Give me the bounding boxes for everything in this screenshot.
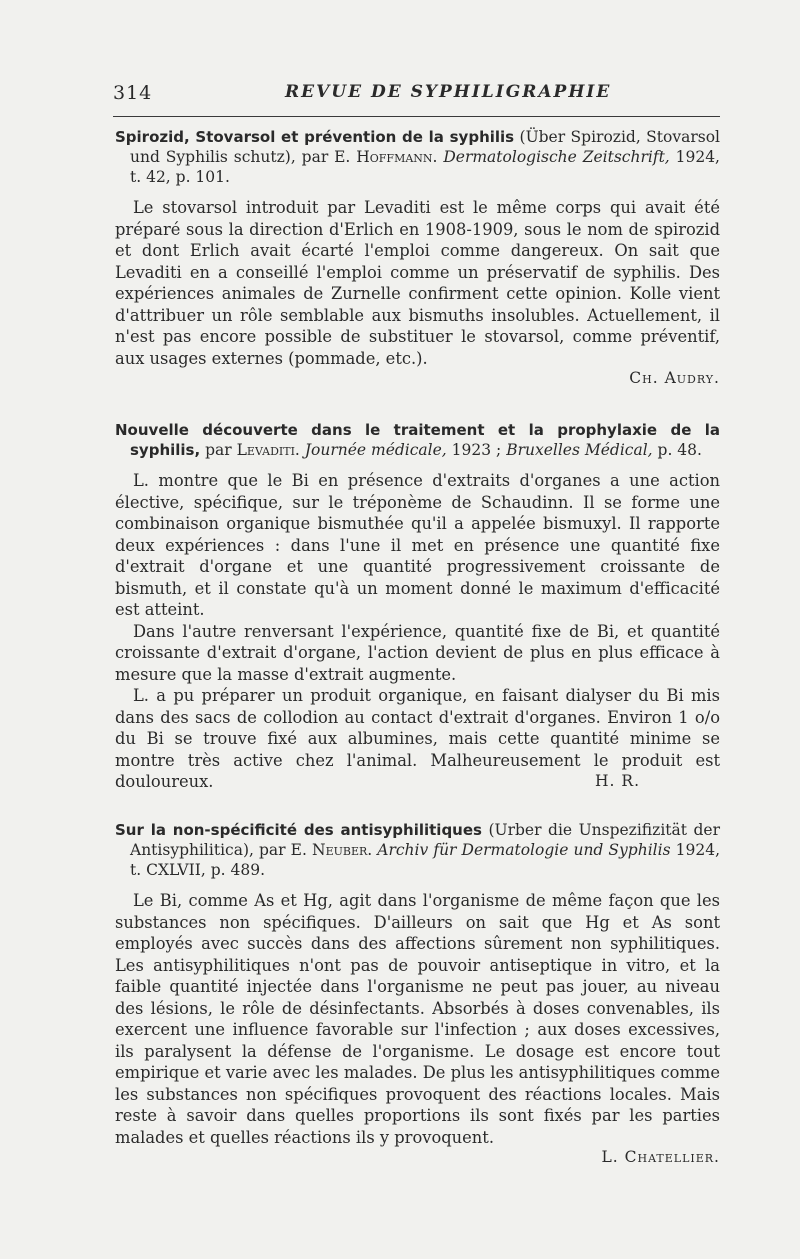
article-2-journal: Journée médicale, — [299, 441, 447, 459]
article-1-title-bold: Spirozid, Stovarsol et prévention de la syphilis — [115, 128, 515, 146]
article-1-journal: Dermatologische Zeitschrift, — [437, 148, 670, 166]
article-3-ref-tail: 1924, t. CXLVII, p. 489. — [130, 841, 720, 879]
article-2-title-bold: Nouvelle découverte dans le traitement et la prophylaxie de la syphilis, — [115, 421, 720, 459]
article-3-paragraph: Le Bi, comme As et Hg, agit dans l'organisme de même façon que les substances non spécifiques. D'ailleurs on sait que Hg et As sont employés avec succès dans des affections sûrement non syphilitiques. Les antisyphilitiques n'ont pas de pouvoir antiseptique in vitro, et la faible quantité injectée dans l'organisme ne peut pas jouer, au niveau des lésions, le rôle de désinfectants. Absorbés à doses convenables, ils exercent une influence favorable sur l'infection ; aux doses excessives, ils paralysent la défense de l'organisme. Le dosage est encore tout empirique et varie avec les malades. De plus les antisyphilitiques comme les substances non spécifiques provoquent des réactions locales. Mais reste à savoir dans quelles proportions ils sont fixés par les parties malades et quelles réactions ils y provoquent. — [115, 891, 720, 1147]
article-2-signature: H. R. — [595, 771, 640, 790]
article-2-ref-mid: 1923 ; — [446, 441, 507, 459]
article-3-journal: Archiv für Dermatologie und Syphilis — [372, 841, 671, 859]
header-rule — [113, 116, 720, 117]
article-3-title — [115, 820, 720, 880]
article-2 — [115, 420, 720, 790]
article-1-ref-tail: 1924, t. 42, p. 101. — [130, 148, 720, 186]
article-3-author: Neuber. — [312, 841, 373, 859]
article-1 — [115, 127, 720, 387]
article-2-journal-2: Bruxelles Médical, — [506, 441, 653, 459]
article-3 — [115, 820, 720, 1166]
article-1-signature: Ch. Audry. — [629, 369, 720, 387]
article-3-signature: L. Chatellier. — [601, 1148, 720, 1166]
article-1-title-rest: (Über Spirozid, Stovarsol und Syphilis schutz), par E. — [130, 128, 720, 166]
article-2-paragraph-3: L. a pu préparer un produit organique, en faisant dialyser du Bi mis dans des sacs de collodion au contact d'extrait d'organes. Environ 1 o/o du Bi se trouve fixé aux albumines, mais cette quantité minime se montre très active chez l'animal. Malheureusement le produit est douloureux. — [115, 686, 720, 791]
article-1-paragraph: Le stovarsol introduit par Levaditi est le même corps qui avait été préparé sous la direction d'Erlich en 1908-1909, sous le nom de spirozid et dont Erlich avait écarté l'emploi comme dangereux. On sait que Levaditi en a conseillé l'emploi comme un préservatif de syphilis. Des expériences animales de Zurnelle confirment cette opinion. Kolle vient d'attribuer un rôle semblable aux bismuths insolubles. Actuellement, il n'est pas encore possible de substituer le stovarsol, comme préventif, aux usages externes (pommade, etc.). — [115, 198, 720, 368]
article-1-title — [115, 127, 720, 187]
article-2-title-rest: par — [200, 441, 237, 459]
article-2-author: Levaditi. — [236, 441, 300, 459]
article-1-author: Hoffmann. — [356, 148, 438, 166]
article-3-title-rest: (Urber die Unspezifizität der Antisyphilitica), par E. — [130, 821, 720, 859]
running-title: REVUE DE SYPHILIGRAPHIE — [285, 82, 612, 102]
article-2-paragraph-2: Dans l'autre renversant l'expérience, quantité fixe de Bi, et quantité croissante d'extrait d'organe, l'action devient de plus en plus efficace à mesure que la masse d'extrait augmente. — [115, 621, 720, 684]
page-number: 314 — [113, 82, 153, 104]
article-2-paragraph-1: L. montre que le Bi en présence d'extraits d'organes a une action élective, spécifique, sur le tréponème de Schaudinn. Il se forme une combinaison organique bismuthée qu'il a appelée bismuxyl. Il rapporte deux expériences : dans l'une il met en présence une quantité fixe d'extrait d'organe et une quantité progressivement croissante de bismuth, et il constate qu'à un moment donné le maximum d'efficacité est atteint. — [115, 471, 720, 619]
article-2-ref-tail: p. 48. — [652, 441, 702, 459]
page-header — [113, 82, 726, 110]
article-3-title-bold: Sur la non-spécificité des antisyphilitiques — [115, 821, 482, 839]
article-2-title — [115, 420, 720, 460]
